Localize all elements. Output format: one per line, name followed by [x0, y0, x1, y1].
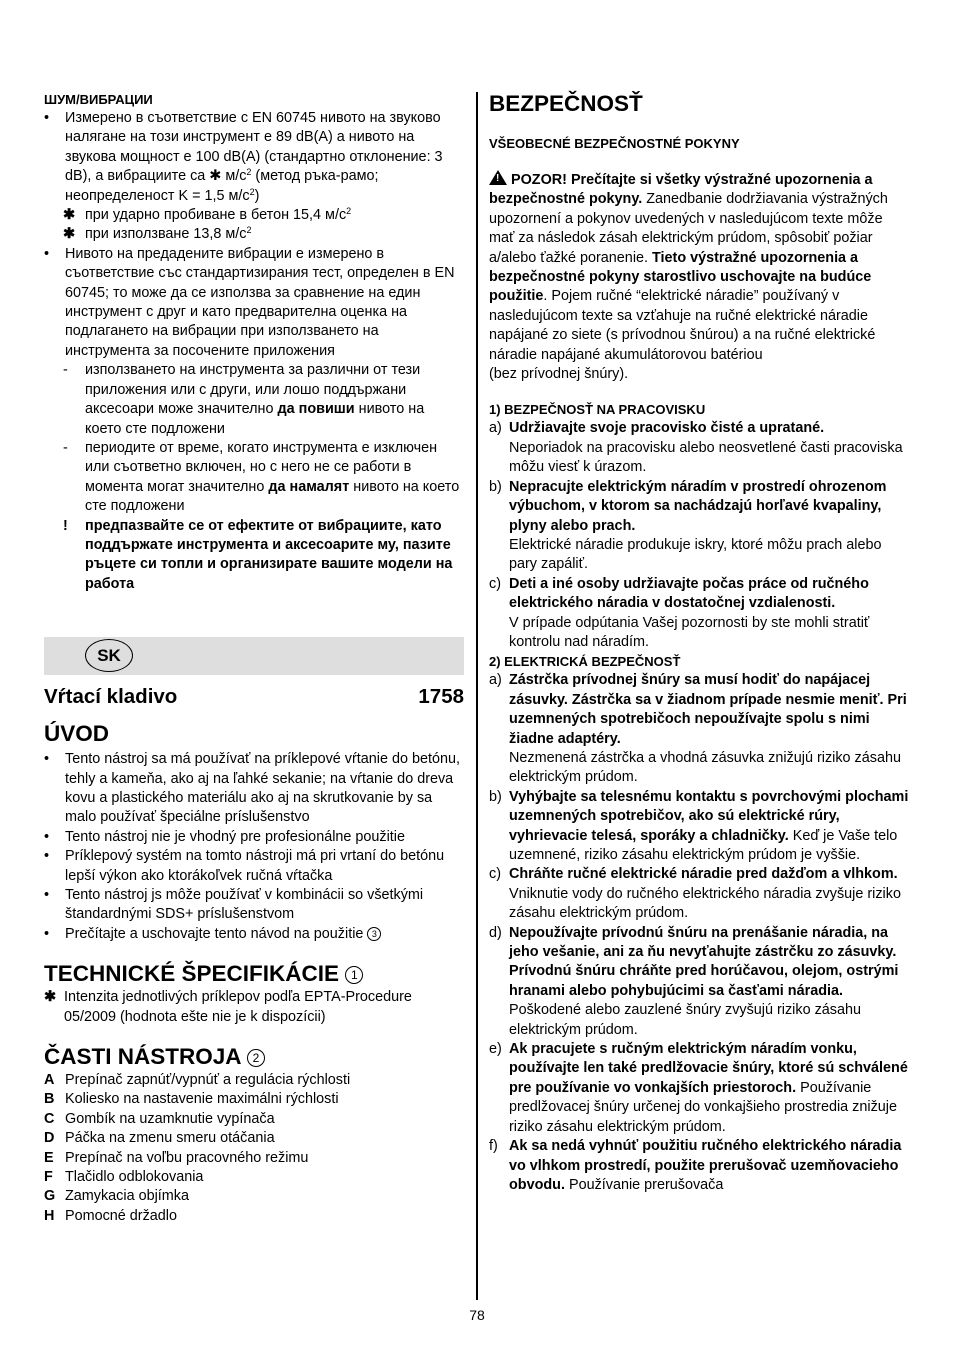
column-divider [476, 92, 478, 1300]
right-column [489, 90, 909, 1195]
parts-heading: ČASTI NÁSTROJA 2 [44, 1043, 464, 1071]
parts-item: A Prepínač zapnúť/vypnúť a regulácia rýchlosti [44, 1072, 351, 1089]
safety-item: b) Vyhýbajte sa telesnému kontaktu s povrchovými plochami uzemnených spotrebičov, ako sú elektrické rúry, vyhrievacie telesá, sporáky a chladničky. Keď je Vaše telo uzemnené, riziko zásahu elektrickým prúdom je vyššie. [489, 788, 909, 863]
parts-item: F Tlačidlo odblokovania [44, 1169, 204, 1186]
intro-heading: ÚVOD [44, 721, 110, 747]
parts-item: D Páčka na zmenu smeru otáčania [44, 1130, 275, 1147]
parts-item: C Gombík na uzamknutie vypínača [44, 1110, 275, 1127]
safety-item: a) Zástrčka prívodnej šnúry sa musí hodiť do napájacej zásuvky. Zástrčka sa v žiadnom prípade nesmie meniť. Pri uzemnených spotrebičoch nepoužívajte spolu s nimi žiadne adaptéry. Nezmenená zástrčka a vhodná zásuvka znižujú riziko zásahu elektrickým prúdom. [489, 672, 907, 786]
language-badge: SK [85, 639, 133, 672]
figure-ref-3: 3 [367, 927, 381, 941]
electrical-safety-heading: 2) ELEKTRICKÁ BEZPEČNOSŤ [489, 654, 681, 670]
safety-item: c) Chráňte ručné elektrické náradie pred dažďom a vlhkom. Vniknutie vody do ručného elektrického náradia zvyšuje riziko zásahu elektrickým prúdom. [489, 866, 901, 922]
asterisk-icon: ✱ [44, 989, 57, 1006]
safety-item: d) Nepoužívajte prívodnú šnúru na prenášanie náradia, na jeho vešanie, ani za ňu nevyťahujte zástrčku zo zásuvky. Prívodnú šnúru chráňte pred horúčavou, olejom, ostrými hranami alebo pohybujúcimi sa časťami náradia. Poškodené alebo zauzlené šnúry zvyšujú riziko zásahu elektrickým prúdom. [489, 924, 899, 1038]
parts-item: B Koliesko na nastavenie maximálni rýchlosti [44, 1091, 339, 1108]
general-safety-heading: VŠEOBECNÉ BEZPEČNOSTNÉ POKYNY [489, 136, 740, 151]
tech-spec-note: ✱ Intenzita jednotlivých príklepov podľa EPTA-Procedure 05/2009 (hodnota ešte nie je k dispozícii) [44, 989, 412, 1025]
intro-bullet: • Príklepový systém na tomto nástroji má pri vrtaní do betónu lepší výkon ako ktorákoľvek ručná vŕtačka [44, 848, 445, 884]
asterisk-icon: ✱ [63, 207, 76, 224]
language-bar [44, 637, 464, 675]
product-model: 1758 [418, 685, 464, 709]
work-area-safety-list [489, 419, 909, 652]
electrical-safety-list [489, 671, 909, 1195]
noise-vibration-heading: ШУМ/ВИБРАЦИИ [44, 92, 153, 107]
product-name: Vŕtací kladivo [44, 685, 178, 709]
noise-bullet-1: • Измерено в съответствие с EN 60745 нивото на звуково налягане на този инструмент е 89 dB(A) а нивото на звукова мощност е 100 dB(A) (стандартно отклонение: 3 dB), а вибрациите са ✱ $м/с^2$ (метод ръка-рамо; неопределеност K = 1,5 $м/с^2$) [44, 110, 443, 204]
page-number: 78 [469, 1307, 485, 1323]
dash-marker: - [63, 439, 68, 456]
intro-bullet: • Prečítajte a uschovajte tento návod na použitie 3 [44, 925, 464, 944]
parts-item: E Prepínač na voľbu pracovného režimu [44, 1149, 309, 1166]
parts-item: G Zamykacia objímka [44, 1188, 189, 1205]
parts-list [44, 1071, 464, 1226]
bullet-marker: • [44, 110, 50, 126]
vibration-dash-item-1: - използването на инструмента за различни от тези приложения или с други, или лошо поддържани аксесоари може значително да повиши нивото на което сте подложени [63, 362, 425, 437]
bullet-marker: • [44, 245, 50, 262]
intro-bullet: • Tento nástroj js môže používať v kombinácii so všetkými štandardnými SDS+ príslušenstvom [44, 887, 424, 923]
safety-item: e) Ak pracujete s ručným elektrickým náradím vonku, používajte len také predlžovacie šnúry, ktoré sú schválené pre používanie vo vonkajších priestoroch. Používanie predlžovacej šnúry určenej do vonkajšieho prostredia znižuje riziko zásahu elektrickým prúdom. [489, 1041, 908, 1135]
warning-triangle-icon [489, 170, 507, 185]
figure-ref-1: 1 [345, 966, 363, 984]
asterisk-icon: ✱ [63, 226, 76, 243]
vibration-star-item-2: ✱ при използване 13,8 $м/с^2$ [44, 225, 464, 244]
safety-item: b) Nepracujte elektrickým náradím v prostredí ohrozenom výbuchom, v ktorom sa nachádzajú horľavé kvapaliny, plyny alebo prach. Elektrické náradie produkuje iskry, ktoré môžu prach alebo pary zapáliť. [489, 478, 887, 573]
vibration-dash-item-2: - периодите от време, когато инструмента е изключен или съответно включен, но с него не се работи в момента могат значително да намалят нивото на което сте подложени [63, 439, 460, 515]
product-title-row [44, 684, 464, 710]
left-column [44, 90, 464, 1226]
general-warning-paragraph-end: (bez prívodnej šnúry). [489, 366, 629, 383]
vibration-star-item-1: ✱ при ударно пробиване в бетон 15,4 $м/с^2$ [44, 206, 464, 225]
intro-bullet: • Tento nástroj sa má používať na príklepové vŕtanie do betónu, tehly a kameňa, ako aj na ľahké sekanie; na vŕtanie do dreva kovu a plastického materiálu ako aj na skrutkovanie by sa malo používať špeciálne príslušenstvo [44, 751, 460, 826]
intro-list [44, 750, 464, 944]
dash-marker: - [63, 362, 68, 379]
vibration-warning-item: ! предпазвайте се от ефектите от вибрациите, като поддържате инструмента и аксесоарите му, пазите ръцете си топли и организирате вашите модели на работа [63, 517, 453, 592]
general-warning-paragraph: !POZOR! Prečítajte si všetky výstražné upozornenia a bezpečnostné pokyny. Zanedbanie dodržiavania výstražných upozornení a pokynov uvedených v nasledujúcom texte môže mať za následok zásah elektrickým prúdom, spôsobiť požiar a/alebo ťažké poranenie. Tieto výstražné upozornenia a bezpečnostné pokyny starostlivo uschovajte na budúce použitie. Pojem ručné “elektrické náradie” používaný v nasledujúcom texte sa vzťahuje na ručné elektrické náradie napájané zo siete (s prívodnou šnúrou) a na ručné elektrické náradie napájané akumulátorovou batériou [489, 170, 909, 365]
parts-item: H Pomocné držadlo [44, 1207, 177, 1224]
exclamation-marker: ! [63, 517, 68, 534]
noise-bullet-2: • Нивото на предадените вибрации е измерено в съответствие със стандартизирания тест, определен в EN 60745; то може да се използва за сравнение на един инструмент с друг и като предварителна оценка на подлагането на вибрации при използването на инструмента за посочените приложения [44, 245, 455, 359]
safety-item: c) Deti a iné osoby udržiavajte počas práce od ručného elektrického náradia v dostatočnej vzdialenosti. V prípade odpútania Vašej pozornosti by ste mohli stratiť kontrolu nad náradím. [489, 575, 870, 650]
figure-ref-2: 2 [247, 1049, 265, 1067]
safety-item: f) Ak sa nedá vyhnúť použitiu ručného elektrického náradia vo vlhkom prostredí, použite prerušovač uzemňovacieho obvodu. Používanie prerušovača [489, 1138, 902, 1193]
tech-spec-heading: TECHNICKÉ ŠPECIFIKÁCIE 1 [44, 960, 464, 988]
intro-bullet: • Tento nástroj nie je vhodný pre profesionálne použitie [44, 828, 405, 845]
safety-heading: BEZPEČNOSŤ [489, 91, 643, 116]
work-area-safety-heading: 1) BEZPEČNOSŤ NA PRACOVISKU [489, 402, 706, 418]
safety-item: a) Udržiavajte svoje pracovisko čisté a upratané. Neporiadok na pracovisku alebo neosvetlené časti pracoviska môžu viesť k úrazom. [489, 420, 903, 476]
